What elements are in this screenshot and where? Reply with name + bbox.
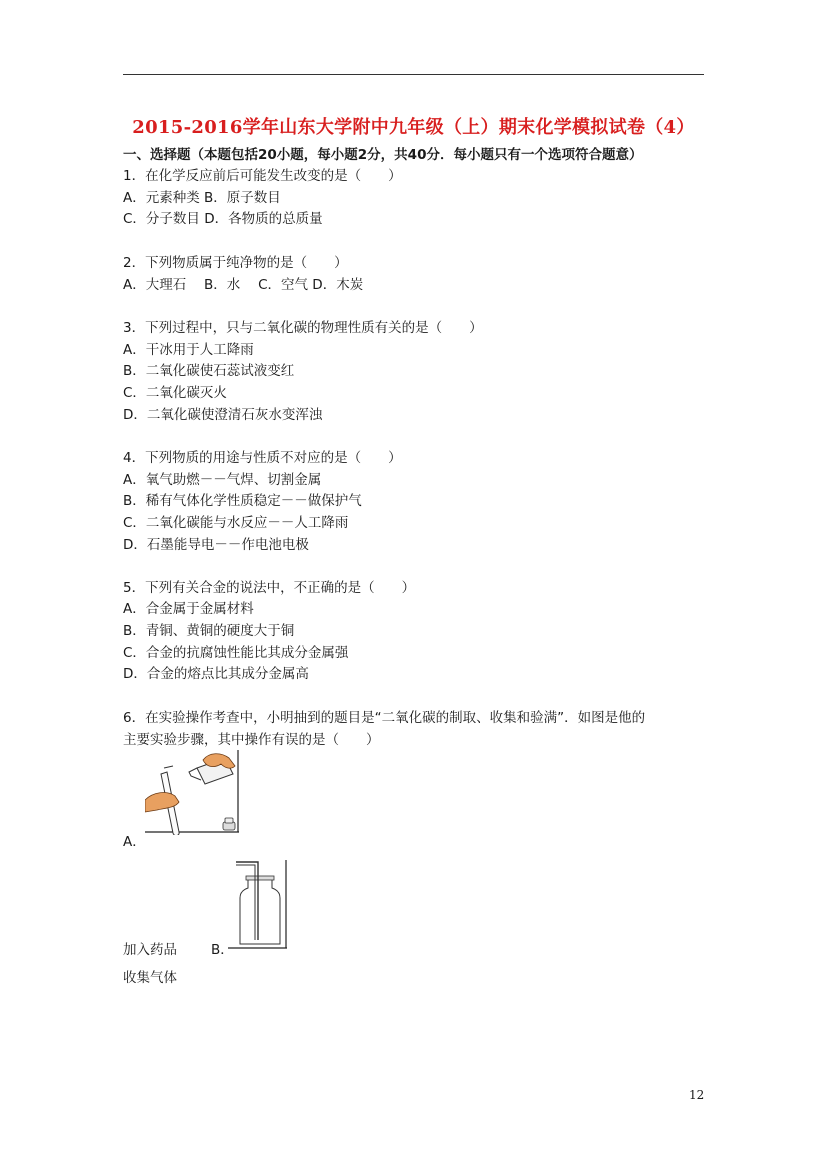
question-6-caption-a: 加入药品 — [123, 942, 177, 958]
question-4-option-d: D．石墨能导电－－作电池电极 — [123, 537, 309, 553]
exam-title: 2015-2016学年山东大学附中九年级（上）期末化学模拟试卷（4） — [132, 117, 695, 138]
question-5-stem: 5．下列有关合金的说法中，不正确的是（ ） — [123, 580, 416, 596]
question-6-stem: 6．在实验操作考查中，小明抽到的题目是“二氧化碳的制取、收集和验满”．如图是他的 — [123, 710, 646, 726]
question-1-options-row1: A．元素种类 B．原子数目 — [123, 190, 281, 206]
question-6-option-b-label: B． — [211, 942, 234, 958]
question-5-option-d: D．合金的熔点比其成分金属高 — [123, 666, 309, 682]
question-3-option-b: B．二氧化碳使石蕊试液变红 — [123, 363, 295, 379]
question-6-stem-line2: 主要实验步骤，其中操作有误的是（ ） — [123, 732, 380, 748]
question-3-option-c: C．二氧化碳灭火 — [123, 385, 227, 401]
question-2-options: A．大理石 B．水 C．空气 D．木炭 — [123, 277, 364, 293]
question-6-caption-b: 收集气体 — [123, 970, 177, 986]
question-1-options-row2: C．分子数目 D．各物质的总质量 — [123, 211, 323, 227]
page-number: 12 — [689, 1088, 705, 1102]
question-4-option-c: C．二氧化碳能与水反应－－人工降雨 — [123, 515, 349, 531]
question-3-stem: 3．下列过程中，只与二氧化碳的物理性质有关的是（ ） — [123, 320, 483, 336]
question-4-option-a: A．氧气助燃－－气焊、切割金属 — [123, 472, 322, 488]
collect-gas-illustration — [228, 858, 290, 950]
question-6-option-a-label: A． — [123, 834, 146, 850]
question-3-option-a: A．干冰用于人工降雨 — [123, 342, 254, 358]
add-reagent-illustration — [145, 750, 241, 835]
question-5-option-a: A．合金属于金属材料 — [123, 601, 254, 617]
question-5-option-b: B．青铜、黄铜的硬度大于铜 — [123, 623, 295, 639]
section-heading: 一、选择题（本题包括20小题，每小题2分，共40分．每小题只有一个选项符合题意） — [123, 147, 643, 163]
question-2-stem: 2．下列物质属于纯净物的是（ ） — [123, 255, 348, 271]
question-1-stem: 1．在化学反应前后可能发生改变的是（ ） — [123, 168, 402, 184]
question-5-option-c: C．合金的抗腐蚀性能比其成分金属强 — [123, 645, 349, 661]
question-3-option-d: D．二氧化碳使澄清石灰水变浑浊 — [123, 407, 323, 423]
header-rule — [123, 74, 704, 75]
question-4-option-b: B．稀有气体化学性质稳定－－做保护气 — [123, 493, 362, 509]
question-4-stem: 4．下列物质的用途与性质不对应的是（ ） — [123, 450, 402, 466]
